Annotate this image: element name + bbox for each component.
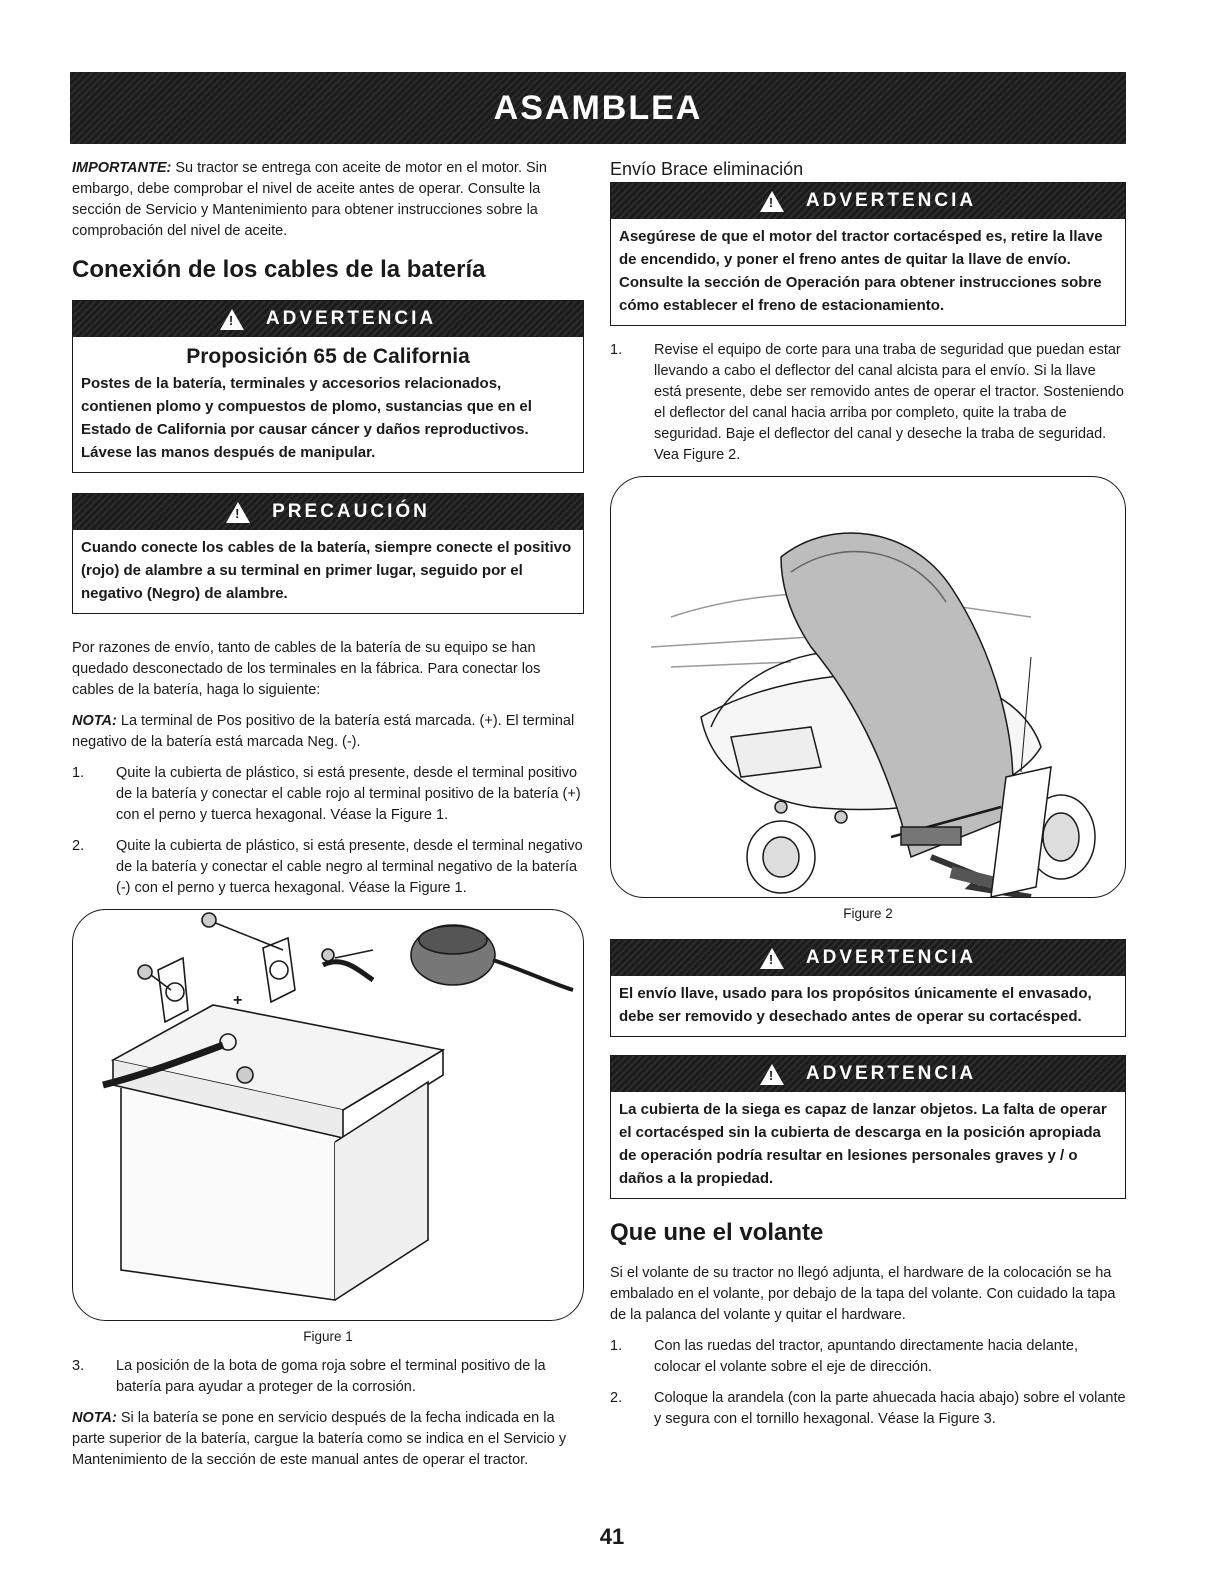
note-terminal: [72, 711, 584, 753]
caution-box: [72, 493, 584, 614]
step-number: 3.: [72, 1358, 85, 1374]
warning-triangle-icon: !: [220, 309, 244, 330]
note-text: La terminal de Pos positivo de la batería está marcada. (+). El terminal negativo de la batería está marcada Neg. (-).: [72, 713, 575, 750]
battery-section-title: Conexión de los cables de la batería: [72, 256, 486, 283]
left-column: [72, 158, 584, 1481]
important-note: [72, 158, 584, 242]
warning-header: [611, 183, 1125, 219]
step-number: 2.: [72, 838, 85, 854]
warning-header-text: ADVERTENCIA: [805, 947, 977, 968]
step-text: Revise el equipo de corte para una traba de seguridad que puedan estar llevando a cabo el deflector del canal alcista para el envío. Si la llave está presente, debe ser removido antes de operar el tractor. Sosteniendo el deflector del canal hacia arriba por completo, quite la traba de seguridad. Baje el deflector del canal y deseche la traba de seguridad. Vea Figure 2.: [654, 342, 1124, 463]
figure-1-battery: [72, 909, 584, 1321]
note-service: [72, 1408, 584, 1471]
step-number: 1.: [72, 765, 85, 781]
right-column: [610, 158, 1126, 1440]
list-item: [72, 1356, 584, 1398]
warning-body: La cubierta de la siega es capaz de lanzar objetos. La falta de operar el cortacésped sin la cubierta de descarga en la posición apropiada de operación podría resultar en lesiones personales graves y / o daños a la propiedad.: [619, 1101, 1107, 1187]
important-text: Su tractor se entrega con aceite de motor en el motor. Sin embargo, debe comprobar el nivel de aceite antes de operar. Consulte la sección de Servicio y Mantenimiento para obtener instrucciones sobre la comprobación del nivel de aceite.: [72, 160, 547, 239]
shipping-brace-title: Envío Brace eliminación: [610, 159, 804, 179]
caution-body: Cuando conecte los cables de la batería, siempre conecte el positivo (rojo) de alambre a su terminal en primer lugar, seguido por el negativo (Negro) de alambre.: [81, 539, 572, 602]
shipping-warning-box: [610, 182, 1126, 326]
warning-header-text: ADVERTENCIA: [265, 308, 437, 329]
warning-body: [73, 337, 583, 472]
prop65-warning-box: [72, 300, 584, 473]
list-item: [610, 1336, 1126, 1378]
note-label: NOTA:: [72, 713, 117, 729]
step-text: Quite la cubierta de plástico, si está presente, desde el terminal positivo de la batería y conectar el cable rojo al terminal positivo de la batería (+) con el perno y tuerca hexagonal. Véase la Figure 1.: [116, 765, 581, 823]
warning-header-text: ADVERTENCIA: [805, 1063, 977, 1084]
step-number: 2.: [610, 1390, 623, 1406]
warning-header: [611, 940, 1125, 976]
list-item: [72, 763, 584, 826]
positive-marker: +: [233, 992, 243, 1009]
warning-header: [611, 1056, 1125, 1092]
step-text: Coloque la arandela (con la parte ahuecada hacia abajo) sobre el volante y segura con el tornillo hexagonal. Véase la Figure 3.: [654, 1390, 1126, 1427]
warning-triangle-icon: !: [760, 1064, 784, 1085]
warning-header: [73, 301, 583, 337]
brace-steps: [610, 340, 1126, 466]
warning-triangle-icon: !: [760, 948, 784, 969]
warning-triangle-icon: !: [760, 191, 784, 212]
warning-body: Asegúrese de que el motor del tractor cortacésped es, retire la llave de encendido, y poner el freno antes de quitar la llave de envío. Consulte la sección de Operación para obtener instrucciones sobre cómo establecer el freno de estacionamiento.: [619, 228, 1103, 314]
warning-header-text: ADVERTENCIA: [805, 190, 977, 211]
caution-header: [73, 494, 583, 530]
warning-body: El envío llave, usado para los propósitos únicamente el envasado, debe ser removido y desechado antes de operar su cortacésped.: [619, 985, 1092, 1025]
list-item: [610, 340, 1126, 466]
step-text: La posición de la bota de goma roja sobre el terminal positivo de la batería para ayudar a proteger de la corrosión.: [116, 1358, 546, 1395]
steering-steps: [610, 1336, 1126, 1430]
list-item: [72, 836, 584, 899]
prop65-text: Postes de la batería, terminales y accesorios relacionados, contienen plomo y compuestos de plomo, sustancias que en el Estado de California por causar cáncer y daños reproductivos. Lávese las manos después de manipular.: [81, 375, 532, 461]
deck-warning-box: [610, 1055, 1126, 1199]
battery-step-3: [72, 1356, 584, 1398]
step-number: 1.: [610, 1338, 623, 1354]
page-banner: [70, 72, 1126, 144]
warning-triangle-icon: !: [226, 502, 250, 523]
prop65-title: Proposición 65 de California: [186, 345, 470, 368]
shipping-key-warning-box: [610, 939, 1126, 1037]
figure-2-deflector: [610, 476, 1126, 898]
mower-deck-illustration: [611, 477, 1126, 897]
page-number: 41: [599, 1524, 625, 1549]
figure-1-caption: Figure 1: [303, 1329, 353, 1344]
step-text: Quite la cubierta de plástico, si está presente, desde el terminal negativo de la batería y conectar el cable negro al terminal negativo de la batería (-) con el perno y tuerca hexagonal. Véase la Figure 1.: [116, 838, 583, 896]
steering-intro: Si el volante de su tractor no llegó adjunta, el hardware de la colocación se ha embalado en el volante, por debajo de la tapa del volante. Con cuidado la tapa de la palanca del volante y quitar el hardware.: [610, 1265, 1116, 1323]
note-text: Si la batería se pone en servicio después de la fecha indicada en la parte superior de la batería, cargue la batería como se indica en el Servicio y Mantenimiento de la sección de este manual antes de operar el tractor.: [72, 1410, 567, 1468]
note-label: NOTA:: [72, 1410, 117, 1426]
page-title: ASAMBLEA: [493, 88, 703, 127]
battery-intro: Por razones de envío, tanto de cables de la batería de su equipo se han quedado desconectado de los terminales en la fábrica. Para conectar los cables de la batería, haga lo siguiente:: [72, 640, 541, 698]
list-item: [610, 1388, 1126, 1430]
caution-header-text: PRECAUCIÓN: [272, 501, 430, 522]
figure-2-caption: Figure 2: [843, 906, 893, 921]
step-text: Con las ruedas del tractor, apuntando directamente hacia delante, colocar el volante sobre el eje de dirección.: [654, 1338, 1078, 1375]
battery-steps: [72, 763, 584, 899]
important-label: IMPORTANTE:: [72, 160, 172, 176]
steering-wheel-section-title: Que une el volante: [610, 1219, 824, 1246]
step-number: 1.: [610, 342, 623, 358]
battery-illustration: [73, 910, 584, 1320]
